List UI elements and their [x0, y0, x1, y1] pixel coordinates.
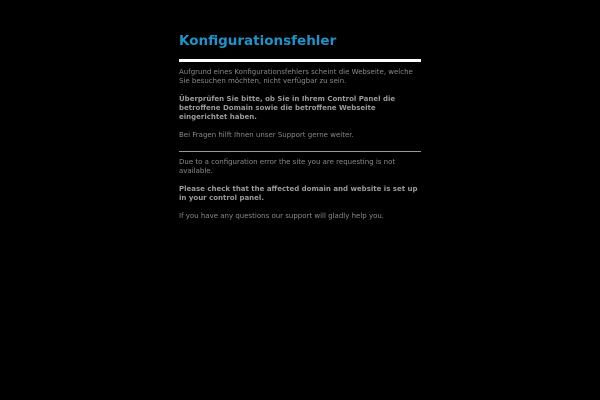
error-page [179, 33, 421, 230]
page-title: Konfigurationsfehler [179, 33, 337, 49]
language-divider [179, 151, 421, 152]
english-intro-text: Due to a configuration error the site you are requesting is not available. [179, 158, 396, 175]
german-support-text: Bei Fragen hilft Ihnen unser Support gerne weiter. [179, 131, 354, 139]
german-instruction-text: Überprüfen Sie bitte, ob Sie in Ihrem Control Panel die betroffene Domain sowie die betroffene Webseite eingerichtet haben. [179, 95, 396, 121]
english-instruction-text: Please check that the affected domain and website is set up in your control panel. [179, 185, 418, 202]
english-message [179, 158, 421, 221]
title-divider [179, 59, 421, 62]
german-intro-text: Aufgrund eines Konfigurationsfehlers scheint die Webseite, welche Sie besuchen möchten, nicht verfügbar zu sein. [179, 68, 413, 85]
german-message [179, 68, 421, 140]
english-support-text: If you have any questions our support will gladly help you. [179, 212, 385, 220]
